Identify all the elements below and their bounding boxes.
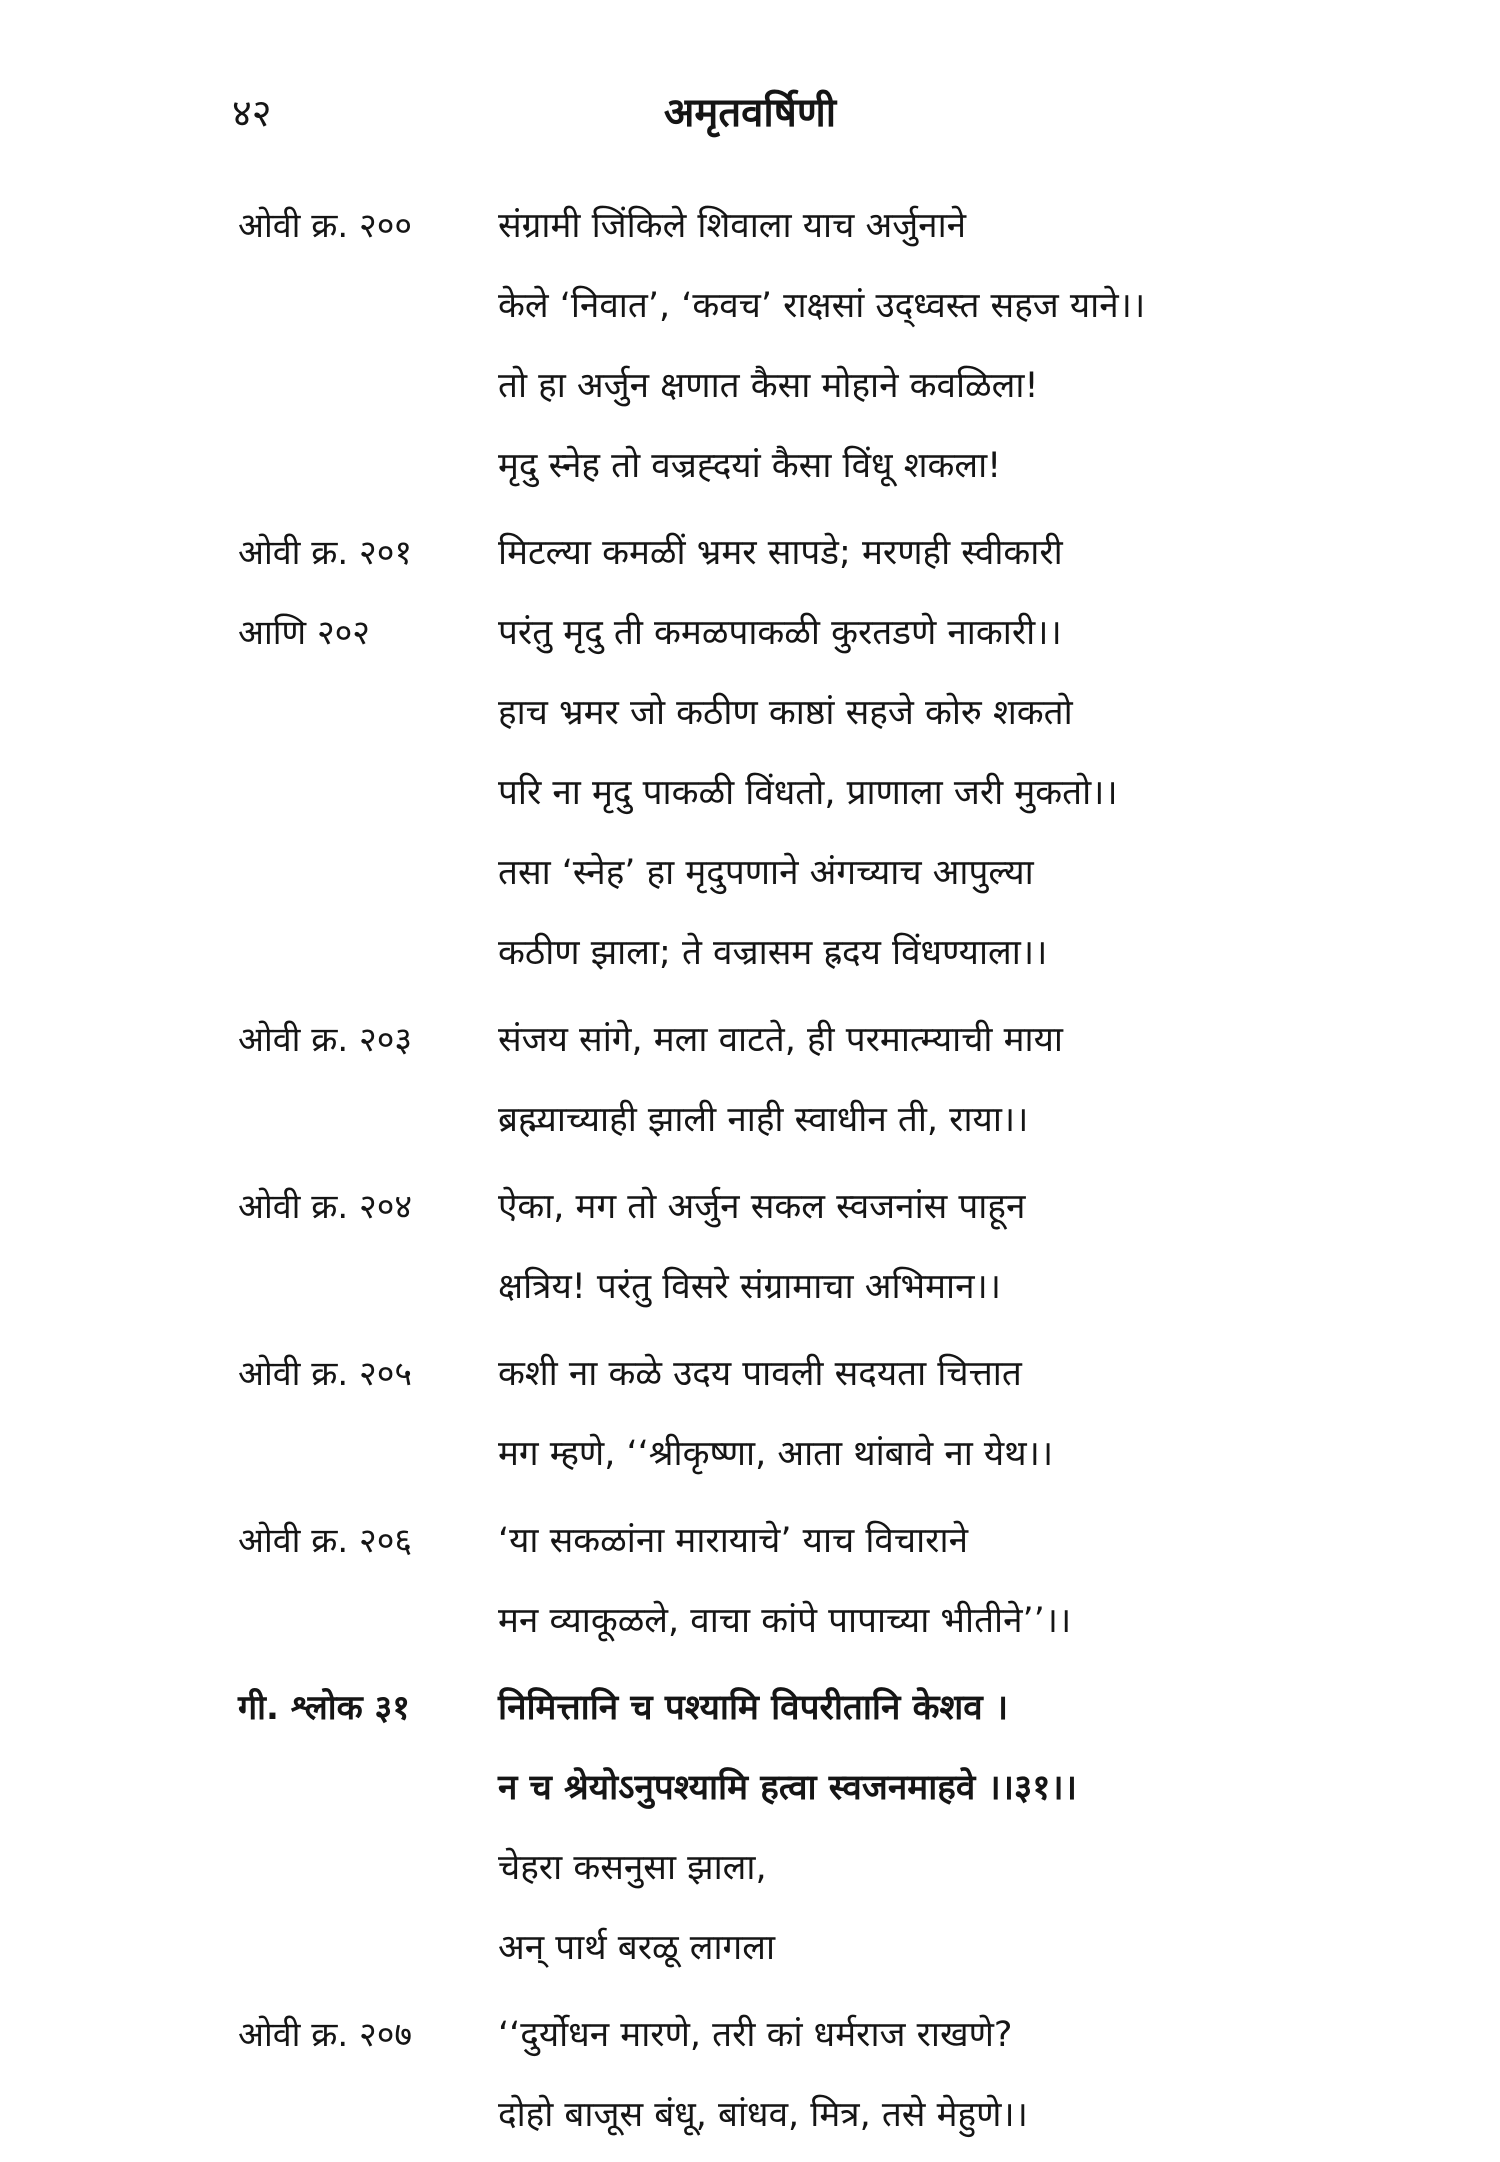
verse-line: संग्रामी जिंकिले शिवाला याच अर्जुनाने [498,206,967,246]
entry-label-line: ओवी क्र. २०३ [238,1020,413,1060]
verse-line: परि ना मृदु पाकळी विंधतो, प्राणाला जरी मुकतो।। [498,773,1118,813]
ovi-entry [238,1501,1488,1661]
entry-label [238,1995,498,2155]
verse-line: संजय सांगे, मला वाटते, ही परमात्म्याची माया [498,1020,1063,1060]
ovi-entry [238,1000,1488,1160]
shloka-entry [238,1668,1488,1988]
verse-line: ‘या सकळांना मारायाचे’ याच विचाराने [498,1521,968,1561]
entry-label [238,1668,498,1988]
verse-line: मन व्याकूळले, वाचा कांपे पापाच्या भीतीने’’।। [498,1601,1072,1641]
verse-line: क्षत्रिय! परंतु विसरे संग्रामाचा अभिमान।। [498,1267,1002,1307]
ovi-entry [238,1995,1488,2155]
ovi-entry [238,186,1488,506]
ovi-entry [238,513,1488,993]
entry-label [238,1000,498,1160]
verse-line: मिटल्या कमळीं भ्रमर सापडे; मरणही स्वीकारी [498,533,1063,573]
entry-label [238,1334,498,1494]
verse-line: निमित्तानि च पश्यामि विपरीतानि केशव । [498,1688,1009,1728]
verse-line: चेहरा कसनुसा झाला, [498,1848,767,1888]
verse-text [498,1668,1488,1988]
entry-label-line: ओवी क्र. २०५ [238,1354,413,1394]
entry-label-line: ओवी क्र. २०१ [238,533,413,573]
entry-label-line: ओवी क्र. २०४ [238,1187,413,1227]
verse-line: कशी ना कळे उदय पावली सदयता चित्तात [498,1354,1022,1394]
entry-label-line: आणि २०२ [238,613,370,653]
verse-line: हाच भ्रमर जो कठीण काष्ठां सहजे कोरु शकतो [498,693,1073,733]
verse-line: न च श्रेयोऽनुपश्यामि हत्वा स्वजनमाहवे ।।३१।। [498,1768,1077,1808]
running-title: अमृतवर्षिणी [663,90,837,136]
verse-line: तसा ‘स्नेह’ हा मृदुपणाने अंगच्याच आपुल्या [498,853,1034,893]
verse-line: ‘‘दुर्योधन मारणे, तरी कां धर्मराज राखणे? [498,2015,1013,2055]
ovi-entry [238,1334,1488,1494]
entry-label-line: ओवी क्र. २०७ [238,2015,413,2055]
ovi-entry [238,1167,1488,1327]
verse-line: अन् पार्थ बरळू लागला [498,1928,776,1968]
verse-text [498,513,1488,993]
entry-label-line: ओवी क्र. २०० [238,206,413,246]
entry-label-line: ओवी क्र. २०६ [238,1521,413,1561]
verse-line: केले ‘निवात’, ‘कवच’ राक्षसां उद्ध्वस्त सहज याने।। [498,286,1146,326]
verse-text [498,1501,1488,1661]
verse-line: मग म्हणे, ‘‘श्रीकृष्णा, आता थांबावे ना येथ।। [498,1434,1054,1474]
verse-line: दोहो बाजूस बंधू, बांधव, मित्र, तसे मेहुणे।। [498,2095,1028,2135]
verse-line: ऐका, मग तो अर्जुन सकल स्वजनांस पाहून [498,1187,1026,1227]
verse-line: मृदु स्नेह तो वज्रह्दयां कैसा विंधू शकला! [498,446,1002,486]
verse-text [498,1000,1488,1160]
page-number: ४२ [232,91,272,135]
verse-text [498,1167,1488,1327]
verse-text [498,1334,1488,1494]
verse-entries [238,186,1488,2162]
verse-line: ब्रह्म्याच्याही झाली नाही स्वाधीन ती, राया।। [498,1100,1029,1140]
verse-line: तो हा अर्जुन क्षणात कैसा मोहाने कवळिला! [498,366,1039,406]
verse-text [498,186,1488,506]
entry-label [238,1167,498,1327]
entry-label [238,1501,498,1661]
entry-label [238,186,498,506]
verse-line: परंतु मृदु ती कमळपाकळी कुरतडणे नाकारी।। [498,613,1062,653]
verse-text [498,1995,1488,2155]
entry-label [238,513,498,993]
entry-label-line: गी. श्लोक ३१ [238,1688,410,1728]
verse-line: कठीण झाला; ते वज्रासम ह्रदय विंधण्याला।। [498,933,1048,973]
